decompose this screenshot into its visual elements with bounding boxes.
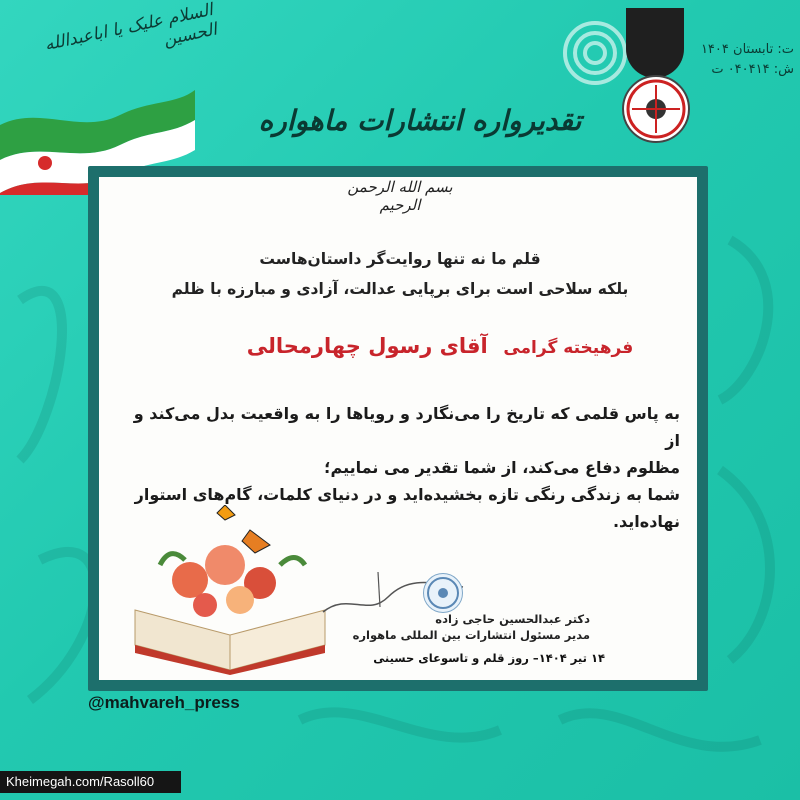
honoree-prefix: فرهیخته گرامی [503, 338, 634, 358]
header-calligraphy: السلام علیک یا اباعبدالله الحسین [42, 0, 219, 56]
publisher-logo-icon [622, 75, 690, 143]
occasion-date: ۱۴ تیر ۱۴۰۴– روز قلم و تاسوعای حسینی [373, 651, 605, 665]
appreciation-line: نهاده‌اید. [612, 512, 680, 531]
appreciation-line: مظلوم دفاع می‌کند، از شما تقدیر می نماییم؛ [324, 458, 680, 477]
poem-line: بلکه سلاحی است برای برپایی عدالت، آزادی و مبارزه با ظلم [171, 280, 629, 298]
appreciation-line: به پاس قلمی که تاریخ را می‌نگارد و رویاها را به واقعیت بدل می‌کند و از [133, 404, 680, 450]
signer-block [330, 611, 590, 643]
watermark: Kheimegah.com/Rasoll60 [0, 771, 181, 793]
signer-position: مدیر مسئول انتشارات بین المللی ماهواره [352, 628, 590, 642]
registration-date: ت: تابستان ۱۴۰۴ [700, 42, 794, 57]
honoree-line [200, 334, 680, 358]
appreciation-line: شما به زندگی رنگی تازه بخشیده‌اید و در دنیای کلمات، گام‌های استوار [134, 485, 680, 504]
poem-text [150, 244, 650, 304]
poem-line: قلم ما نه تنها روایت‌گر داستان‌هاست [259, 250, 541, 268]
bismillah-calligraphy: بسم الله الرحمن الرحیم [347, 178, 453, 214]
honoree-name: آقای رسول چهارمحالی [246, 334, 488, 358]
social-handle: @mahvareh_press [88, 693, 240, 712]
registration-number: ش: ۰۴۰۴۱۴ ت [711, 62, 794, 77]
open-book-with-flowers-icon [130, 505, 340, 675]
signer-name: دکتر عبدالحسین حاجی زاده [435, 612, 590, 626]
floral-ornament-icon [560, 18, 630, 88]
registration-info [688, 40, 794, 80]
publisher-logo-banner [626, 8, 684, 78]
page-title: تقدیرواره انتشارات ماهواره [258, 104, 582, 137]
signature-logo-icon [423, 573, 463, 613]
